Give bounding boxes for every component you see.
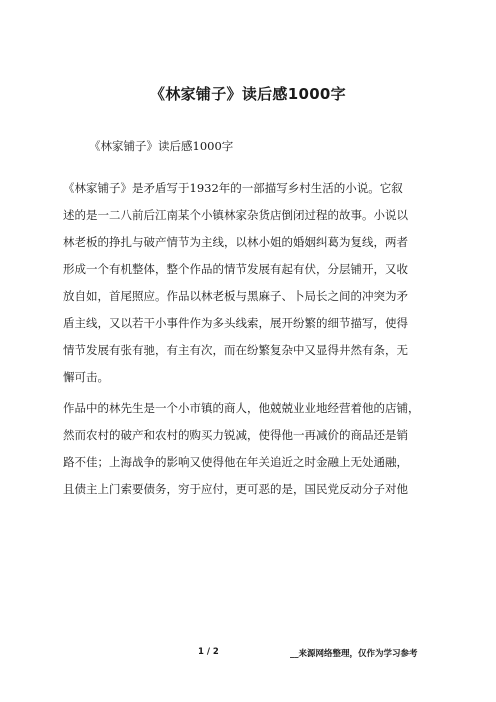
source-note: __来源网络整理，仅作为学习参考 xyxy=(290,649,418,659)
text-line: 作品中的林先生是一个小市镇的商人，他兢兢业业地经营着他的店铺， xyxy=(63,401,420,415)
text-line: 盾主线，又以若干小事件作为多头线索，展开纷繁的细节描写，使得 xyxy=(63,316,408,330)
page-number: 1 / 2 xyxy=(198,647,219,657)
text-line: 路不佳；上海战争的影响又使得他在年关追近之时金融上无处通融， xyxy=(63,455,408,469)
text-line: 述的是一二八前后江南某个小镇林家杂货店倒闭过程的故事。小说以 xyxy=(63,208,408,222)
text-line: 放自如，首尾照应。作品以林老板与黑麻子、卜局长之间的冲突为矛 xyxy=(63,289,408,303)
text-line: 林老板的挣扎与破产情节为主线，以林小姐的婚姻纠葛为复线，两者 xyxy=(63,235,408,249)
text-line: 形成一个有机整体，整个作品的情节发展有起有伏，分层铺开，又收 xyxy=(63,262,408,276)
document-title: 《林家铺子》读后感1000字 xyxy=(150,85,346,103)
text-line: 《林家铺子》是矛盾写于1932年的一部描写乡村生活的小说。它叙 xyxy=(63,181,403,195)
text-line: 且债主上门索要债务，穷于应付，更可恶的是，国民党反动分子对他 xyxy=(63,482,408,496)
text-line: 情节发展有张有驰，有主有次，而在纷繁复杂中又显得井然有条，无 xyxy=(63,343,408,357)
text-line: 懈可击。 xyxy=(63,370,109,384)
document-subtitle: 《林家铺子》读后感1000字 xyxy=(89,139,234,153)
text-line: 然而农村的破产和农村的购买力锐减，使得他一再减价的商品还是销 xyxy=(63,428,408,442)
